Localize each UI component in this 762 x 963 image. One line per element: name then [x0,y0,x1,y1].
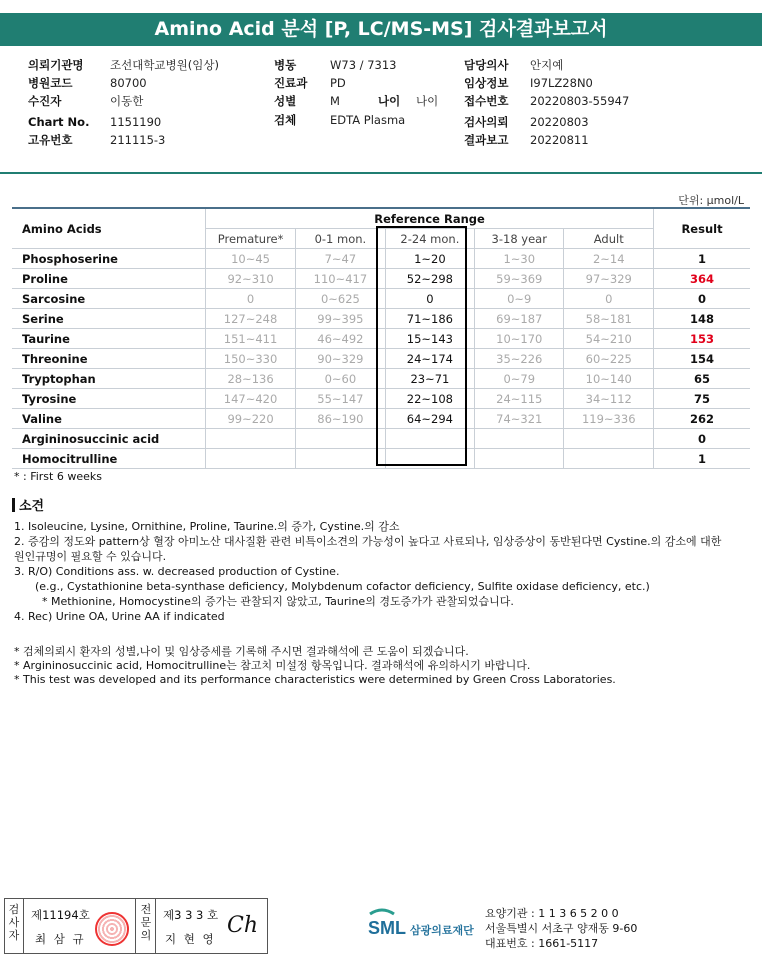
comment-line: 2. 증감의 정도와 pattern상 혈장 아미노산 대사질환 관련 비특이소견의 가능성이 높다고 사료되나, 임상증상이 동반된다면 Cystine.의 감소에 대한 [14,535,722,548]
ref-col-header: 3-18 year [475,229,564,249]
result-value: 154 [654,349,750,369]
ref-range [385,429,474,449]
ref-range: 58~181 [564,309,654,329]
ref-range [564,429,654,449]
label-specialist: 전 문 의 [140,903,152,942]
section-bar [12,498,15,512]
ref-range: 10~45 [206,249,296,269]
results-table [12,207,750,469]
ref-range: 46~492 [296,329,386,349]
amino-name: Tyrosine [12,389,206,409]
ref-range: 1~20 [385,249,474,269]
ref-range: 24~115 [475,389,564,409]
ref-range [296,429,386,449]
ref-range: 151~411 [206,329,296,349]
unit-label: 단위: μmol/L [678,194,744,207]
ref-col-header: 2-24 mon. [385,229,474,249]
result-value: 1 [654,249,750,269]
ref-range: 0 [564,289,654,309]
ref-col-header: Adult [564,229,654,249]
ref-range: 34~112 [564,389,654,409]
comment-line: 4. Rec) Urine OA, Urine AA if indicated [14,610,225,623]
ref-range: 86~190 [296,409,386,429]
ref-range: 55~147 [296,389,386,409]
ref-range: 0~625 [296,289,386,309]
ref-range: 0 [385,289,474,309]
ref-range: 10~140 [564,369,654,389]
report-title: Amino Acid 분석 [P, LC/MS-MS] 검사결과보고서 [0,13,762,46]
ref-range [296,449,386,469]
license-2: 제3 3 3 호 [163,908,219,922]
ref-range [475,429,564,449]
ref-range: 90~329 [296,349,386,369]
table-row [12,369,750,389]
result-value: 1 [654,449,750,469]
table-row [12,249,750,269]
sml-logo: SML 삼광의료재단 [368,906,478,950]
result-value: 0 [654,289,750,309]
result-value: 75 [654,389,750,409]
ref-range: 0~9 [475,289,564,309]
ref-range: 2~14 [564,249,654,269]
comment-line: 원인규명이 필요할 수 있습니다. [14,550,167,563]
table-row [12,329,750,349]
result-value: 0 [654,429,750,449]
amino-name: Argininosuccinic acid [12,429,206,449]
table-row [12,429,750,449]
col-header-result: Result [654,208,750,249]
ref-range: 92~310 [206,269,296,289]
ref-range: 52~298 [385,269,474,289]
signature-box [4,898,268,954]
ref-range: 119~336 [564,409,654,429]
footnote: * Argininosuccinic acid, Homocitrulline는 참고치 미설정 항목입니다. 결과해석에 유의하시기 바랍니다. [14,659,531,672]
ref-range: 74~321 [475,409,564,429]
ref-range: 0~60 [296,369,386,389]
ref-range: 97~329 [564,269,654,289]
ref-range: 147~420 [206,389,296,409]
ref-range: 150~330 [206,349,296,369]
table-row [12,349,750,369]
amino-name: Valine [12,409,206,429]
result-value: 148 [654,309,750,329]
footnote: * 검체의뢰시 환자의 성별,나이 및 임상증세를 기록해 주시면 결과해석에 큰 도움이 되겠습니다. [14,645,469,658]
table-row [12,449,750,469]
ref-range: 60~225 [564,349,654,369]
footnotes [14,645,744,687]
ref-range: 23~71 [385,369,474,389]
ref-range: 69~187 [475,309,564,329]
table-row [12,309,750,329]
table-row [12,409,750,429]
ref-range: 127~248 [206,309,296,329]
ref-range [206,429,296,449]
comment-line: (e.g., Cystathionine beta-synthase deficiency, Molybdenum cofactor deficiency, Sulfite oxidase deficiency, etc.) [14,580,650,593]
col-header-ref: Reference Range [206,208,654,229]
ref-range: 22~108 [385,389,474,409]
comment-line: * Methionine, Homocystine의 증가는 관찰되지 않았고, Taurine의 경도증가가 관찰되었습니다. [14,595,514,608]
table-row [12,389,750,409]
ref-range: 35~226 [475,349,564,369]
ref-col-header: Premature* [206,229,296,249]
amino-name: Taurine [12,329,206,349]
result-value: 153 [654,329,750,349]
ref-col-header: 0-1 mon. [296,229,386,249]
license-1: 제11194호 [31,908,90,922]
name-2: 지 현 영 [165,932,216,946]
footnote: * This test was developed and its performance characteristics were determined by Green Cross Laboratories. [14,673,616,686]
signature: Ch [227,913,259,938]
ref-range: 0~79 [475,369,564,389]
table-row [12,269,750,289]
ref-range: 99~395 [296,309,386,329]
ref-range: 71~186 [385,309,474,329]
ref-range: 15~143 [385,329,474,349]
label-examiner: 검 사 자 [8,903,20,942]
lab-address: 요양기관 : 1 1 3 6 5 2 0 0 서울특별시 서초구 양재동 9-60 대표번호 : 1661-5117 [485,907,638,950]
amino-name: Sarcosine [12,289,206,309]
ref-range: 7~47 [296,249,386,269]
result-value: 262 [654,409,750,429]
amino-name: Proline [12,269,206,289]
ref-range [385,449,474,469]
ref-range [475,449,564,469]
ref-range: 1~30 [475,249,564,269]
comment-line: 3. R/O) Conditions ass. w. decreased production of Cystine. [14,565,340,578]
amino-name: Tryptophan [12,369,206,389]
amino-name: Serine [12,309,206,329]
result-value: 364 [654,269,750,289]
amino-name: Homocitrulline [12,449,206,469]
amino-name: Threonine [12,349,206,369]
section-header: 소견 [12,495,44,514]
comment-line: 1. Isoleucine, Lysine, Ornithine, Proline, Taurine.의 증가, Cystine.의 감소 [14,520,400,533]
seal-stamp [95,912,129,946]
table-row [12,289,750,309]
comments [14,519,744,624]
ref-range: 110~417 [296,269,386,289]
ref-range: 28~136 [206,369,296,389]
amino-name: Phosphoserine [12,249,206,269]
result-value: 65 [654,369,750,389]
ref-range: 0 [206,289,296,309]
star-note: * : First 6 weeks [14,470,102,483]
ref-range [206,449,296,469]
ref-range: 64~294 [385,409,474,429]
ref-range: 10~170 [475,329,564,349]
ref-range: 59~369 [475,269,564,289]
header-divider [0,172,762,174]
ref-range: 24~174 [385,349,474,369]
ref-range: 99~220 [206,409,296,429]
col-header-amino: Amino Acids [12,208,206,249]
name-1: 최 삼 규 [35,932,86,946]
ref-range [564,449,654,469]
ref-range: 54~210 [564,329,654,349]
